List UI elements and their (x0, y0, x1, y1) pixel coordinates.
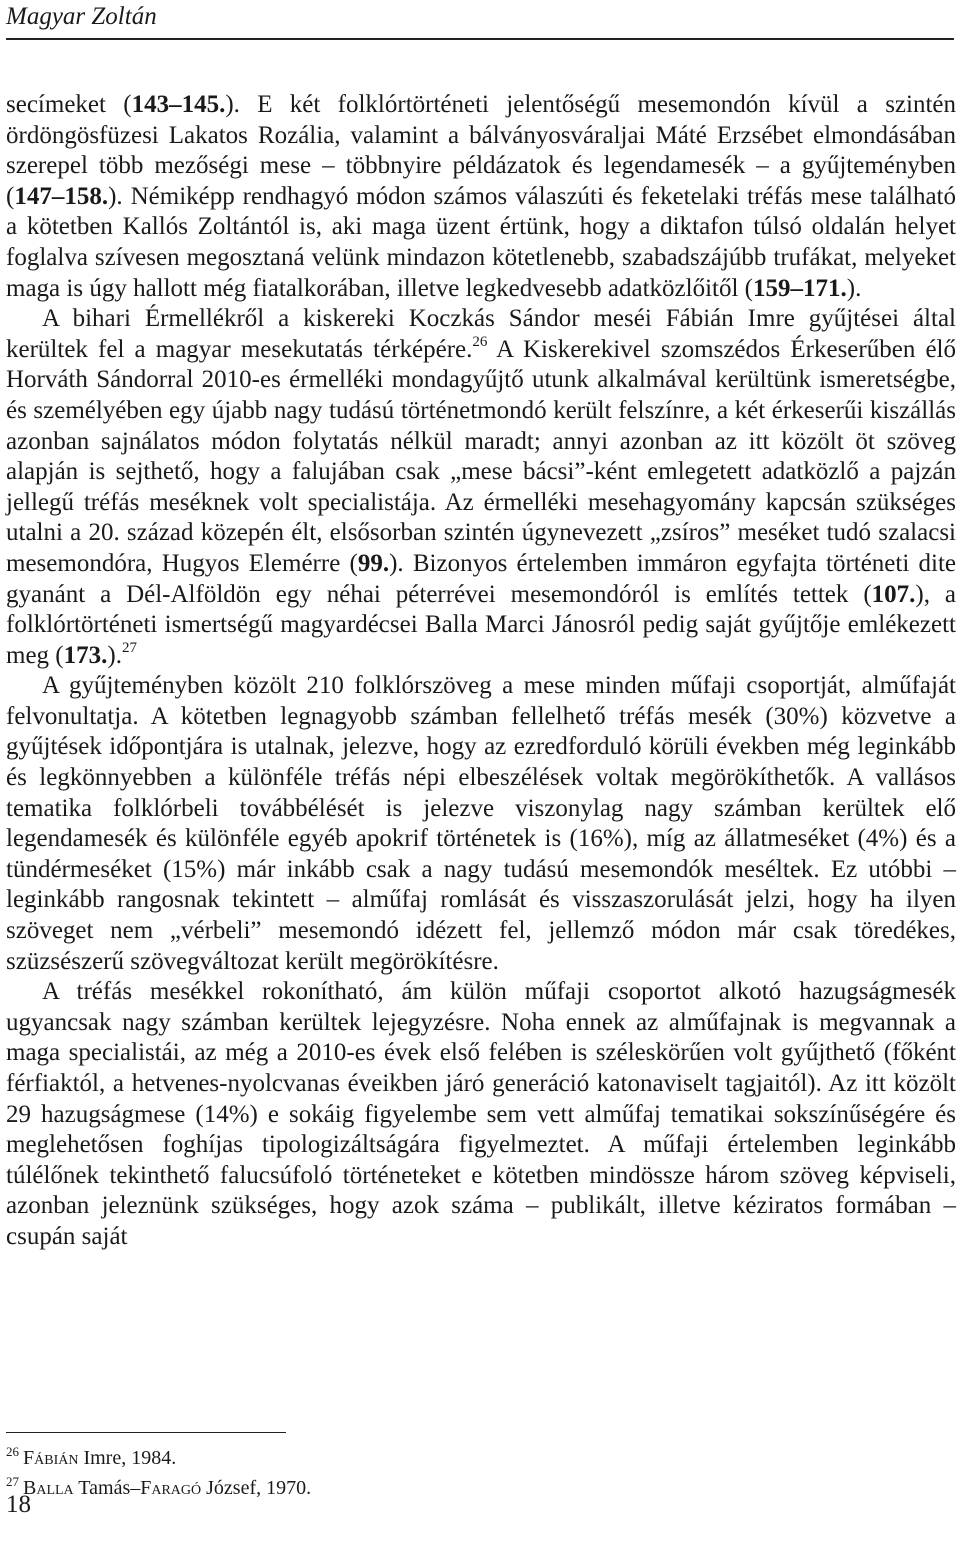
text-span: ). (107, 641, 122, 669)
footnote-26 (6, 1443, 946, 1473)
text-span: ), a folklórtörténeti ismertségű magyardécsei Balla Marci Jánosról pedig saját gyűjtője emlékezett meg ( (6, 580, 957, 669)
footnote-text: Imre, 1984. (78, 1447, 177, 1469)
text-span: ). (846, 274, 862, 302)
paragraph-1 (6, 90, 956, 304)
text-span: secímeket ( (6, 91, 132, 118)
footnote-text: József, 1970. (201, 1477, 312, 1499)
footnote-author: Balla (23, 1477, 74, 1499)
footnote-text: Tamás– (73, 1477, 141, 1499)
page-number: 18 (6, 1491, 31, 1518)
text-span: ). E két folklórtörténeti jelentőségű mesemondón kívül a szintén ördöngösfüzesi Lakatos Rozália, valamint a bálványosváraljai Máté Erzsébet elmondásában szerepel több mezőségi mese – többnyire példázatok és legendamesék – a gyűjteményben ( (6, 91, 957, 210)
footnote-marker: 27 (121, 639, 137, 656)
text-reference: 147–158. (14, 182, 109, 210)
text-reference: 173. (63, 641, 108, 669)
text-reference: 99. (357, 549, 390, 577)
paragraph-4: A tréfás mesékkel rokonítható, ám külön műfaji csoportot alkotó hazugságmesék ugyancsak nagy számban kerültek lejegyzésre. Noha ennek az alműfajnak is megvannak a maga specialistái, az még a 2010-es évek első felében is széleskörűen volt gyűjthető (főként férfiaktól, a hetvenes-nyolcvanas éveikben járó generáció katonaviselt tagjaitól). Az itt közölt 29 hazugságmese (14%) e sokáig figyelembe sem vett alműfaj tematikai sokszínűségére és meglehetősen foghíjas tipologizáltságára figyelmeztet. A műfaji értelemben leginkább túlélőnek tekinthető falucsúfoló történeteket e kötetben mindössze három szöveg képviseli, azonban jeleznünk szükséges, hogy azok száma – publikált, illetve kéziratos formában – csupán saját (6, 978, 956, 1250)
text-span: ). Némiképp rendhagyó módon számos válaszúti és feketelaki tréfás mese található a kötetben Kallós Zoltántól is, aki maga üzent értünk, hogy a diktafon túlsó oldalán helyet foglalva szívesen megosztaná velünk mindazon kötetlenebb, szabadszájúbb trufákat, melyeket maga is úgy hallott még fiatalkorában, illetve legkedvesebb adatközlőitől ( (6, 182, 956, 302)
text-span: ). Bizonyos értelemben immáron egyfajta történeti dite gyanánt a Dél-Alföldön egy néhai péterrévei mesemondóról is említés tettek ( (6, 549, 956, 608)
footnote-rule (6, 1432, 286, 1433)
running-head-author: Magyar Zoltán (6, 3, 157, 30)
footnote-author: Fábián (23, 1447, 79, 1469)
footnote-marker: 26 (472, 333, 488, 350)
footnote-number: 26 (6, 1444, 19, 1459)
footnote-author: Faragó (140, 1477, 202, 1499)
text-reference: 107. (871, 580, 916, 608)
body-text (6, 90, 956, 1253)
text-span: A bihari Érmellékről a kiskereki Koczkás Sándor meséi Fábián Imre gyűjtései által kerültek fel a magyar mesekutatás térképére. (6, 305, 956, 363)
text-reference: 143–145. (131, 91, 226, 118)
header-rule (6, 38, 954, 40)
footnote-number: 27 (6, 1474, 19, 1489)
paragraph-2 (6, 304, 956, 671)
text-reference: 159–171. (753, 274, 847, 302)
paragraph-3: A gyűjteményben közölt 210 folklórszöveg a mese minden műfaji csoportját, alműfaját felvonultatja. A kötetben legnagyobb számban fellelhető tréfás mesék (30%) közvetve a gyűjtések időpontjára is utalnak, jelezve, hogy az ezredforduló körüli években még leginkább és legkönnyebben a különféle tréfás népi elbeszélések voltak megörökíthetők. A vallásos tematika folklórbeli továbbélését is jelezve viszonylag nagy számban kerültek elő legendamesék és különféle egyéb apokrif történetek is (16%), míg az állatmeséket (4%) és a tündérmeséket (15%) már inkább csak a nagy tudású mesemondók meséltek. Ez utóbbi – leginkább rangosnak tekintett – alműfaj romlását és visszaszorulását jelzi, hogy ha ilyen szöveget nem „vérbeli” mesemondó idézett fel, jellemző módon már csak töredékes, szüzsészerű szövegváltozat került megörökítésre. (6, 672, 956, 975)
text-span: A Kiskerekivel szomszédos Érkeserűben élő Horváth Sándorral 2010-es érmelléki mondagyűjtő utunk alkalmával kerültünk ismeretségbe, és személyében egy újabb nagy tudású történetmondó került felszínre, a két érkeserűi kiszállás azonban sajnálatos módon folytatás nélkül maradt; annyi azonban az itt közölt öt szöveg alapján is sejthető, hogy a falujában csak „mese bácsi”-ként emlegetett adatközlő a pajzán jellegű tréfás meséknek volt specialistája. Az érmelléki mesehagyomány kapcsán szükséges utalni a 20. század közepén élt, elsősorban szintén úgynevezett „zsíros” meséket tudó szalacsi mesemondóra, Hugyos Elemérre ( (6, 335, 956, 577)
footnotes (6, 1443, 946, 1503)
footnote-27 (6, 1473, 946, 1503)
